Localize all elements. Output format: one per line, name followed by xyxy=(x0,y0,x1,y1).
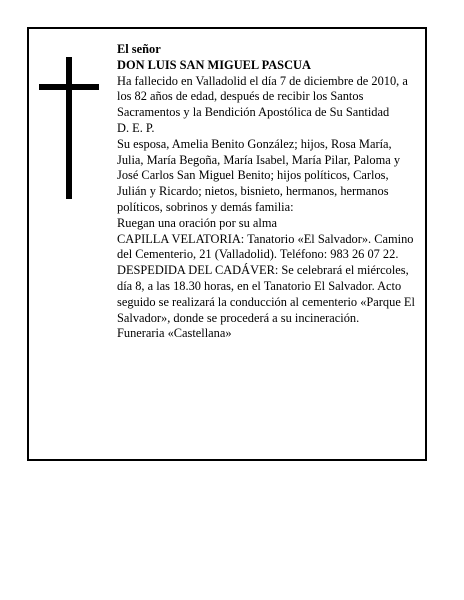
death-announcement: Ha fallecido en Valladolid el día 7 de diciembre de 2010, a los 82 años de edad, después de recibir los Santos Sacramentos y la Bendición Apostólica de Su Santidad xyxy=(117,73,408,120)
chapel-info: CAPILLA VELATORIA: Tanatorio «El Salvador». Camino del Cementerio, 21 (Valladolid). Teléfono: 983 26 07 22. xyxy=(117,231,414,262)
cross-vertical-bar xyxy=(66,57,72,199)
honorific: El señor xyxy=(117,42,161,56)
family-list: Su esposa, Amelia Benito González; hijos, Rosa María, Julia, María Begoña, María Isabel, María Pilar, Paloma y José Carlos San Miguel Benito; hijos políticos, Carlos, Julián y Ricardo; nietos, bisnieto, hermanos, hermanos políticos, sobrinos y demás familia: xyxy=(117,136,401,214)
farewell-info: DESPEDIDA DEL CADÁVER: Se celebrará el miércoles, día 8, a las 18.30 horas, en el Tanatorio El Salvador. Acto seguido se realizará la conducción al cementerio «Parque El Salvador», donde se procederá a su incineración. xyxy=(117,263,415,325)
cross-horizontal-bar xyxy=(39,84,99,90)
rest-in-peace: D. E. P. xyxy=(117,120,155,135)
cross-icon xyxy=(39,57,99,199)
funeral-home: Funeraria «Castellana» xyxy=(117,326,232,341)
notice-text-block xyxy=(117,42,421,342)
prayer-request: Ruegan una oración por su alma xyxy=(117,215,277,230)
deceased-name: DON LUIS SAN MIGUEL PASCUA xyxy=(117,57,311,72)
obituary-notice xyxy=(27,27,427,461)
